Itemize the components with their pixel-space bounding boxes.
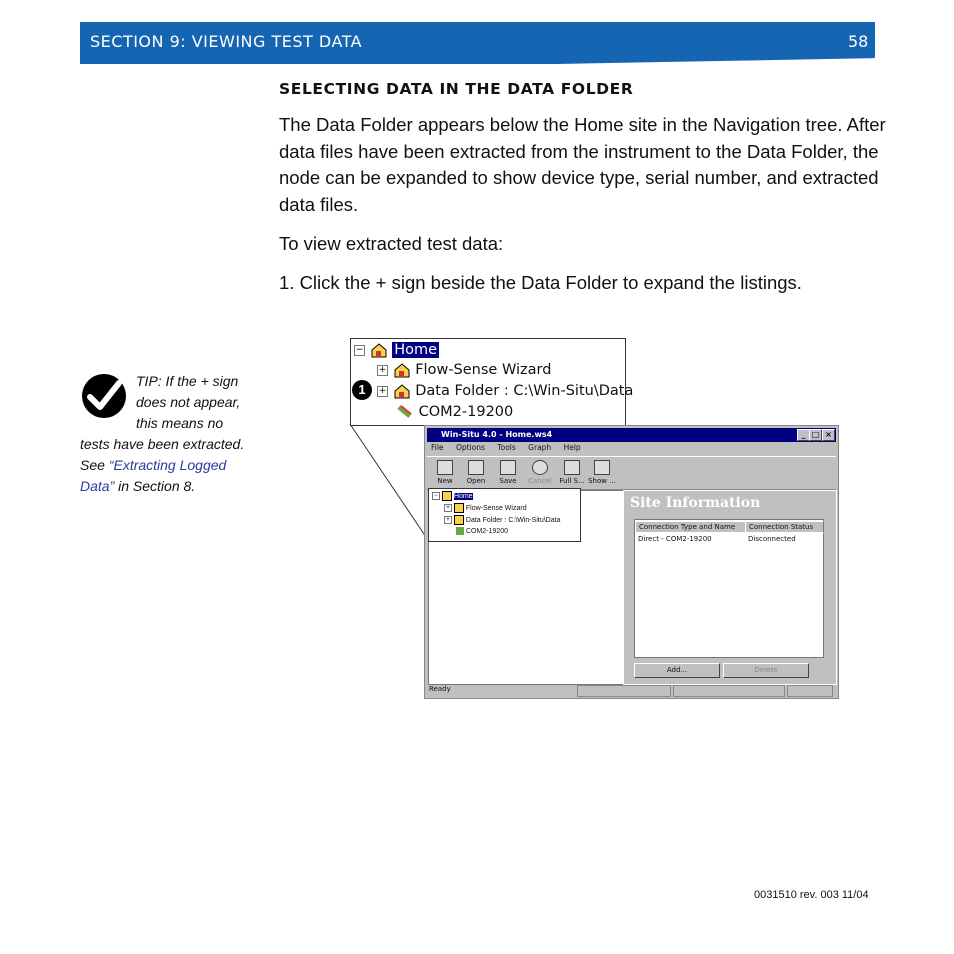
tip-line-1: TIP: If the + sign — [136, 373, 239, 389]
callout-number: 1 — [352, 380, 372, 400]
column-header-connection[interactable]: Connection Type and Name — [635, 521, 746, 533]
home-site-icon — [370, 342, 388, 358]
menu-graph[interactable]: Graph — [528, 443, 552, 452]
tip-line-5: See “Extracting Logged — [80, 457, 227, 473]
mini-tree-wizard[interactable]: Flow-Sense Wizard — [465, 504, 527, 512]
cancel-icon — [532, 460, 548, 475]
cell-connection-status[interactable]: Disconnected — [748, 535, 796, 543]
menu-file[interactable]: File — [431, 443, 444, 452]
window-title: Win-Situ 4.0 - Home.ws4 — [441, 430, 553, 439]
save-icon — [500, 460, 516, 475]
document-footer: 0031510 rev. 003 11/04 — [754, 889, 869, 901]
intro-paragraph: The Data Folder appears below the Home site in the Navigation tree. After data files have been extracted from the instrument to the Data Folder, the node can be expanded to show device type, serial number, and extracted data files. — [279, 114, 886, 215]
connection-icon — [396, 404, 414, 420]
expand-data-folder-icon[interactable]: + — [378, 385, 387, 396]
close-icon[interactable]: × — [822, 429, 835, 441]
open-icon — [468, 460, 484, 475]
wizard-icon — [393, 362, 411, 378]
section-title: SECTION 9: VIEWING TEST DATA — [90, 32, 363, 51]
tip-line-4: tests have been extracted. — [80, 436, 245, 452]
extracting-logged-data-link-cont[interactable]: Data” — [80, 478, 115, 494]
cell-connection-name[interactable]: Direct - COM2-19200 — [638, 535, 712, 543]
cancel-button[interactable]: Cancel — [525, 460, 555, 485]
toolbar — [427, 456, 836, 490]
menu-help[interactable]: Help — [563, 443, 581, 452]
tip-line-2: does not appear, — [136, 394, 241, 410]
tip-line-3: this means no — [136, 415, 224, 431]
column-header-status[interactable]: Connection Status — [745, 521, 824, 533]
tip-line-6: Data” in Section 8. — [80, 478, 196, 494]
page-heading: SELECTING DATA IN THE DATA FOLDER — [279, 80, 634, 98]
open-button[interactable]: Open — [461, 460, 491, 485]
mini-tree-folder[interactable]: Data Folder : C:\Win-Situ\Data — [465, 516, 561, 524]
new-icon — [437, 460, 453, 475]
show-icon — [594, 460, 610, 475]
expand-icon[interactable]: + — [378, 364, 387, 375]
tree-com-label[interactable]: COM2-19200 — [418, 404, 514, 420]
mini-tree-highlight: − Home + Flow-Sense Wizard + Data Folder : C:\Win-Situ\Data COM2-19200 — [428, 488, 581, 542]
win-situ-window — [424, 425, 839, 699]
instruction-lead: To view extracted test data: — [279, 233, 504, 254]
site-information-pane — [623, 490, 837, 685]
minimize-icon[interactable]: _ — [797, 429, 810, 441]
menubar — [427, 443, 836, 455]
zoomed-tree-callout — [350, 338, 634, 426]
graph-icon — [564, 460, 580, 475]
tree-home-label[interactable]: Home — [394, 342, 438, 358]
menu-tools[interactable]: Tools — [497, 443, 516, 452]
add-button[interactable]: Add... — [634, 663, 720, 678]
save-button[interactable]: Save — [493, 460, 523, 485]
full-screen-button[interactable]: Full S... — [557, 460, 587, 485]
status-text: Ready — [429, 685, 451, 693]
step-1: 1. Click the + sign beside the Data Folder to expand the listings. — [279, 272, 802, 293]
site-information-title: Site Information — [630, 495, 761, 511]
delete-button[interactable]: Delete — [723, 663, 809, 678]
mini-folder-icon — [454, 515, 464, 525]
data-folder-icon — [393, 383, 411, 399]
menu-options[interactable]: Options — [455, 443, 485, 452]
mini-tree-home[interactable]: Home — [453, 492, 473, 500]
status-bar — [427, 685, 836, 696]
mini-tree-com[interactable]: COM2-19200 — [465, 527, 508, 535]
new-button[interactable]: New — [430, 460, 460, 485]
mini-connection-icon — [456, 527, 464, 535]
maximize-icon[interactable]: □ — [809, 429, 822, 441]
window-titlebar — [427, 428, 836, 442]
connections-list[interactable] — [634, 519, 824, 658]
extracting-logged-data-link[interactable]: “Extracting Logged — [108, 457, 227, 473]
tree-wizard-label[interactable]: Flow-Sense Wizard — [415, 362, 552, 378]
mini-home-icon — [442, 491, 452, 501]
mini-wizard-icon — [454, 503, 464, 513]
show-button[interactable]: Show ... — [587, 460, 617, 485]
tree-data-folder-label[interactable]: Data Folder : C:\Win-Situ\Data — [415, 383, 634, 399]
collapse-icon[interactable]: − — [355, 344, 364, 355]
page-number: 58 — [848, 32, 869, 51]
